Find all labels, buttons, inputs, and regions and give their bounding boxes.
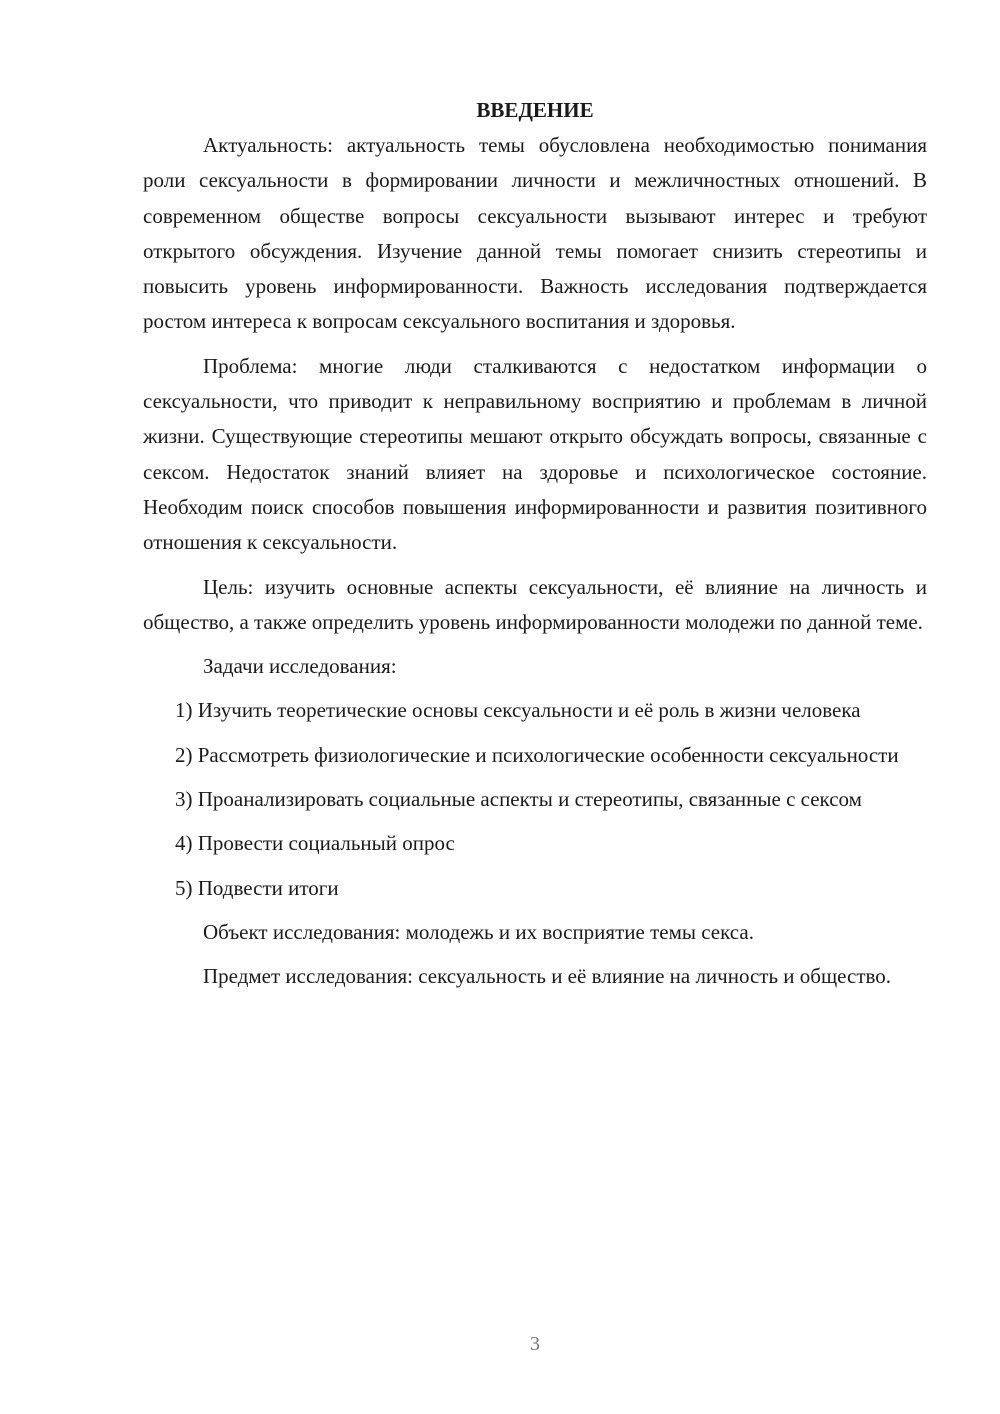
document-page [143,94,927,1004]
paragraph-relevance: Актуальность: актуальность темы обусловлена необходимостью понимания роли сексуальности в формировании личности и межличностных отношений. В современном обществе вопросы сексуальности вызывают интерес и требуют открытого обсуждения. Изучение данной темы помогает снизить стереотипы и повысить уровень информированности. Важность исследования подтверждается ростом интереса к вопросам сексуального воспитания и здоровья. [143,133,927,334]
page-number: 3 [530,1333,540,1355]
task-item-2: 2) Рассмотреть физиологические и психологические особенности сексуальности [175,742,899,767]
paragraph-goal: Цель: изучить основные аспекты сексуальности, её влияние на личность и общество, а также определить уровень информированности молодежи по данной теме. [143,574,927,634]
task-item-3: 3) Проанализировать социальные аспекты и стереотипы, связанные с сексом [175,787,862,812]
page-title: ВВЕДЕНИЕ [476,98,594,122]
paragraph-problem: Проблема: многие люди сталкиваются с недостатком информации о сексуальности, что приводит к неправильному восприятию и проблемам в личной жизни. Существующие стереотипы мешают открыто обсуждать вопросы, связанные с сексом. Недостаток знаний влияет на здоровье и психологическое состояние. Необходим поиск способов повышения информированности и развития позитивного отношения к сексуальности. [143,353,927,555]
paragraph-subject: Предмет исследования: сексуальность и её влияние на личность и общество. [203,964,892,989]
task-item-1: 1) Изучить теоретические основы сексуальности и её роль в жизни человека [175,698,861,723]
paragraph-object: Объект исследования: молодежь и их восприятие темы секса. [203,919,754,944]
task-item-4: 4) Провести социальный опрос [175,831,455,856]
tasks-heading: Задачи исследования: [203,654,397,679]
task-item-5: 5) Подвести итоги [175,875,339,900]
